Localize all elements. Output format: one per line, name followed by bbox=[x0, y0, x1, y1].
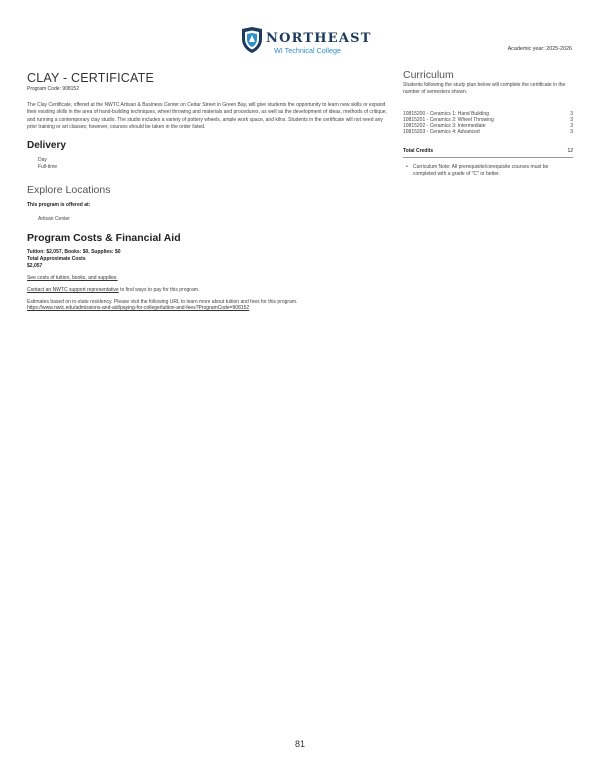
total-costs-label: Total Approximate Costs bbox=[27, 255, 86, 262]
course-credits: 3 bbox=[570, 116, 573, 123]
curriculum-note-text: Curriculum Note: All prerequisite/corequisite courses must be completed with a grade of "C" or better. bbox=[413, 163, 549, 177]
program-code: Program Code: 908152 bbox=[27, 86, 79, 92]
page-header bbox=[0, 0, 600, 60]
costs-heading: Program Costs & Financial Aid bbox=[27, 231, 181, 244]
contact-rest-text: to find ways to pay for this program. bbox=[118, 286, 200, 293]
academic-year: Academic year: 2025-2026 bbox=[507, 46, 572, 52]
curriculum-heading: Curriculum bbox=[403, 69, 454, 81]
curriculum-note bbox=[403, 164, 571, 178]
total-credits-value: 12 bbox=[567, 147, 573, 154]
college-logo bbox=[240, 25, 370, 57]
locations-heading: Explore Locations bbox=[27, 183, 111, 196]
curriculum-description: Students following the study plan below will complete the certificate in the number of semesters shown. bbox=[403, 82, 566, 95]
divider bbox=[403, 157, 573, 158]
delivery-heading: Delivery bbox=[27, 139, 66, 151]
table-row bbox=[403, 129, 573, 135]
total-costs-value: $2,057 bbox=[27, 262, 43, 269]
total-credits-label: Total Credits bbox=[403, 147, 434, 154]
course-credits: 3 bbox=[570, 129, 573, 136]
course-name: 10815201 - Ceramics 2: Wheel Throwing bbox=[403, 116, 494, 123]
location-item: Artisan Center bbox=[38, 215, 70, 222]
course-name: 10815200 - Ceramics 1: Hand Building bbox=[403, 110, 489, 117]
see-costs-link[interactable]: See costs of tuition, books, and supplies. bbox=[27, 274, 118, 281]
total-credits-row bbox=[403, 148, 573, 154]
logo-subtitle: WI Technical College bbox=[274, 46, 341, 55]
course-table bbox=[403, 111, 573, 136]
course-credits: 3 bbox=[570, 123, 573, 130]
program-column bbox=[27, 71, 391, 311]
tuition-line: Tuition: $2,057, Books: $0, Supplies: $0 bbox=[27, 248, 121, 255]
bullet-icon: • bbox=[406, 163, 408, 170]
course-credits: 3 bbox=[570, 110, 573, 117]
course-name: 10815202 - Ceramics 3: Intermediate bbox=[403, 123, 486, 130]
offered-label: This program is offered at: bbox=[27, 201, 91, 208]
delivery-list bbox=[27, 157, 391, 172]
contact-support-link[interactable]: Contact an NWTC support representative bbox=[27, 286, 119, 293]
curriculum-column bbox=[403, 69, 573, 177]
shield-icon bbox=[240, 25, 264, 55]
delivery-item: Full-time bbox=[38, 164, 58, 171]
program-description: The Clay Certificate, offered at the NWTC Artisan & Business Center on Cedar Street in Green Bay, will give students the opportunity to learn new skills or expand their existing skills in the area of hand-building techniques, wheel throwing and materials and procedures, as well as the development of ideas, methods of critique, and running a contemporary clay studio. The studio includes a variety of pottery wheels, ample work space, and kilns. Students in the certificate will not need any prior training or art classes; however, courses should be taken in the order listed. bbox=[27, 102, 387, 131]
page-number: 81 bbox=[294, 739, 305, 749]
contact-line bbox=[27, 287, 391, 293]
tuition-url-link[interactable]: https://www.nwtc.edu/admissions-and-aid/paying-for-college/tuition-and-fees?ProgramCode=908152 bbox=[27, 305, 250, 312]
program-title: CLAY - CERTIFICATE bbox=[27, 71, 155, 85]
logo-title: NORTHEAST bbox=[266, 31, 372, 46]
estimates-text: Estimates based on in-state residency. Please visit the following URL to learn more about tuition and fees for this program. bbox=[27, 298, 298, 305]
delivery-item: Day bbox=[38, 156, 47, 163]
course-name: 10815203 - Ceramics 4: Advanced bbox=[403, 129, 480, 136]
